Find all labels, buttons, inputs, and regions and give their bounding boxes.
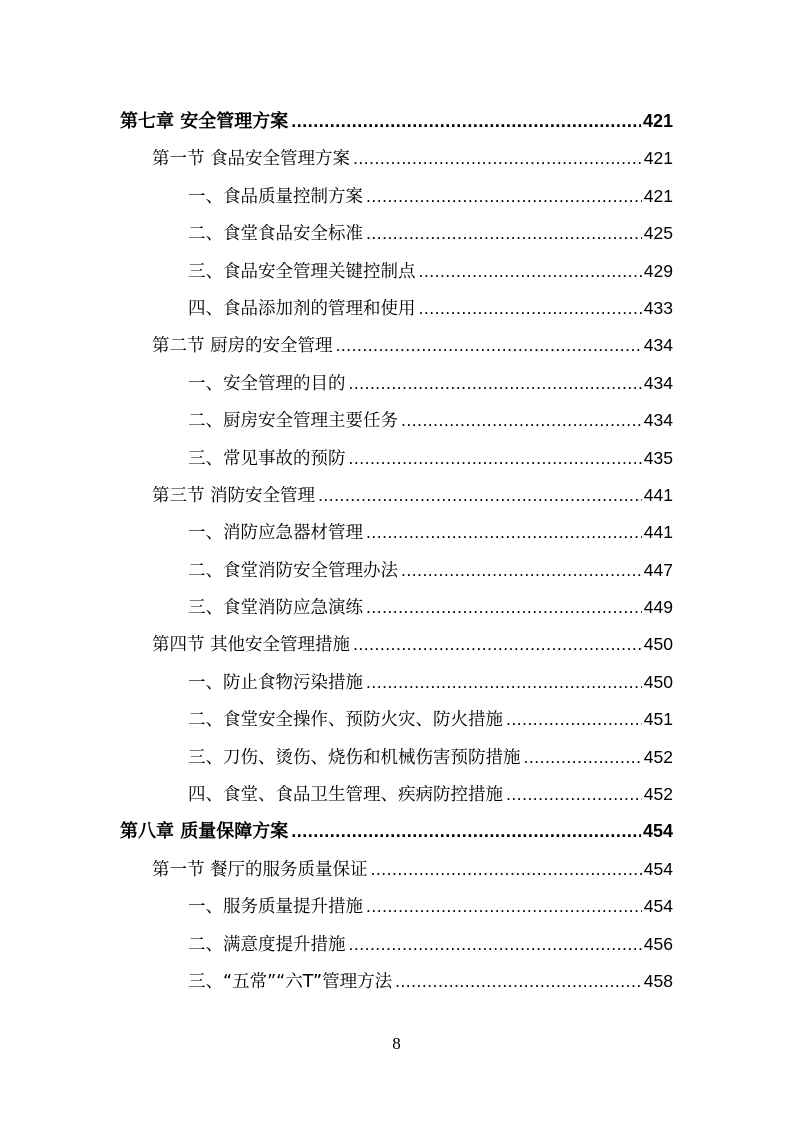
toc-entry-title: 第三节 消防安全管理 <box>152 485 316 506</box>
toc-entry-title: 第一节 食品安全管理方案 <box>152 149 351 170</box>
toc-entry-subsection[interactable] <box>120 253 673 290</box>
toc-dot-leader <box>366 178 642 215</box>
toc-entry-page: 450 <box>643 671 673 692</box>
toc-entry-title: 第七章 安全管理方案 <box>120 111 289 132</box>
toc-dot-leader <box>349 440 642 477</box>
toc-entry-page: 456 <box>643 933 673 954</box>
toc-entry-title: 二、满意度提升措施 <box>188 934 346 955</box>
toc-entry-subsection[interactable] <box>120 290 673 327</box>
toc-entry-subsection[interactable] <box>120 776 673 813</box>
toc-entry-section[interactable] <box>120 851 673 888</box>
toc-entry-page: 452 <box>643 746 673 767</box>
toc-entry-title: 一、安全管理的目的 <box>188 373 346 394</box>
toc-entry-subsection[interactable] <box>120 514 673 551</box>
toc-entry-subsection[interactable] <box>120 215 673 252</box>
toc-entry-subsection[interactable] <box>120 178 673 215</box>
toc-entry-page: 421 <box>643 148 673 169</box>
toc-entry-title: 三、食品安全管理关键控制点 <box>188 261 416 282</box>
toc-entry-page: 450 <box>643 634 673 655</box>
toc-entry-page: 421 <box>642 111 673 131</box>
toc-entry-subsection[interactable] <box>120 926 673 963</box>
toc-entry-title: 第八章 质量保障方案 <box>120 821 289 843</box>
toc-dot-leader <box>506 776 642 813</box>
toc-entry-subsection[interactable] <box>120 440 673 477</box>
toc-entry-chapter-7[interactable] <box>120 103 673 140</box>
toc-entry-page: 441 <box>643 522 673 543</box>
toc-entry-page: 434 <box>643 410 673 431</box>
toc-entry-page: 429 <box>643 260 673 281</box>
toc-entry-title: 二、厨房安全管理主要任务 <box>188 411 398 432</box>
toc-entry-title: 四、食堂、食品卫生管理、疾病防控措施 <box>188 785 503 806</box>
table-of-contents <box>120 103 673 1000</box>
toc-entry-title: 三、食堂消防应急演练 <box>188 598 363 619</box>
toc-dot-leader <box>349 926 642 963</box>
toc-entry-title: 第二节 厨房的安全管理 <box>152 336 333 357</box>
toc-entry-page: 452 <box>643 784 673 805</box>
toc-dot-leader <box>366 589 642 626</box>
toc-dot-leader <box>366 888 642 925</box>
toc-entry-subsection[interactable] <box>120 664 673 701</box>
toc-entry-page: 447 <box>643 559 673 580</box>
toc-entry-title: 二、食堂消防安全管理办法 <box>188 560 398 581</box>
toc-entry-page: 454 <box>643 858 673 879</box>
toc-entry-section[interactable] <box>120 327 673 364</box>
toc-dot-leader <box>291 813 641 850</box>
toc-entry-title: 四、食品添加剂的管理和使用 <box>188 298 416 319</box>
toc-dot-leader <box>349 365 642 402</box>
toc-dot-leader <box>291 103 641 140</box>
toc-entry-subsection[interactable] <box>120 589 673 626</box>
toc-dot-leader <box>366 215 642 252</box>
toc-entry-title: 二、食堂安全操作、预防火灾、防火措施 <box>188 710 503 731</box>
toc-entry-page: 454 <box>643 896 673 917</box>
toc-entry-page: 425 <box>643 223 673 244</box>
toc-entry-title: 三、刀伤、烫伤、烧伤和机械伤害预防措施 <box>188 747 521 768</box>
toc-entry-title: 一、服务质量提升措施 <box>188 897 363 918</box>
toc-dot-leader <box>371 851 642 888</box>
toc-entry-section[interactable] <box>120 140 673 177</box>
toc-dot-leader <box>366 514 642 551</box>
toc-dot-leader <box>395 963 642 1000</box>
toc-entry-page: 435 <box>643 447 673 468</box>
toc-entry-subsection[interactable] <box>120 963 673 1000</box>
toc-entry-page: 434 <box>643 335 673 356</box>
toc-entry-subsection[interactable] <box>120 402 673 439</box>
toc-entry-subsection[interactable] <box>120 701 673 738</box>
toc-entry-page: 433 <box>643 297 673 318</box>
toc-entry-page: 458 <box>643 970 673 991</box>
toc-entry-title: 三、“五常”“六T”管理方法 <box>188 971 393 992</box>
toc-dot-leader <box>506 701 642 738</box>
toc-entry-subsection[interactable] <box>120 552 673 589</box>
toc-entry-title: 一、防止食物污染措施 <box>188 672 363 693</box>
toc-entry-page: 454 <box>642 821 673 842</box>
toc-dot-leader <box>318 477 642 514</box>
toc-entry-section[interactable] <box>120 477 673 514</box>
toc-dot-leader <box>419 290 642 327</box>
toc-entry-page: 441 <box>643 484 673 505</box>
toc-entry-page: 449 <box>643 597 673 618</box>
toc-entry-page: 451 <box>643 709 673 730</box>
toc-dot-leader <box>366 664 642 701</box>
toc-entry-subsection[interactable] <box>120 888 673 925</box>
toc-dot-leader <box>401 552 642 589</box>
toc-dot-leader <box>353 626 642 663</box>
toc-entry-subsection[interactable] <box>120 739 673 776</box>
toc-dot-leader <box>336 327 642 364</box>
toc-entry-title: 二、食堂食品安全标准 <box>188 224 363 245</box>
page-number: 8 <box>392 1034 401 1053</box>
toc-dot-leader <box>353 140 642 177</box>
toc-entry-page: 434 <box>643 372 673 393</box>
toc-entry-section[interactable] <box>120 626 673 663</box>
toc-entry-subsection[interactable] <box>120 365 673 402</box>
toc-entry-page: 421 <box>643 185 673 206</box>
toc-entry-title: 三、常见事故的预防 <box>188 448 346 469</box>
toc-dot-leader <box>419 253 642 290</box>
toc-entry-title: 第一节 餐厅的服务质量保证 <box>152 859 368 880</box>
toc-dot-leader <box>401 402 642 439</box>
toc-entry-chapter-8[interactable] <box>120 813 673 850</box>
toc-dot-leader <box>524 739 642 776</box>
toc-entry-title: 一、食品质量控制方案 <box>188 186 363 207</box>
toc-entry-title: 第四节 其他安全管理措施 <box>152 635 351 656</box>
toc-entry-title: 一、消防应急器材管理 <box>188 523 363 544</box>
